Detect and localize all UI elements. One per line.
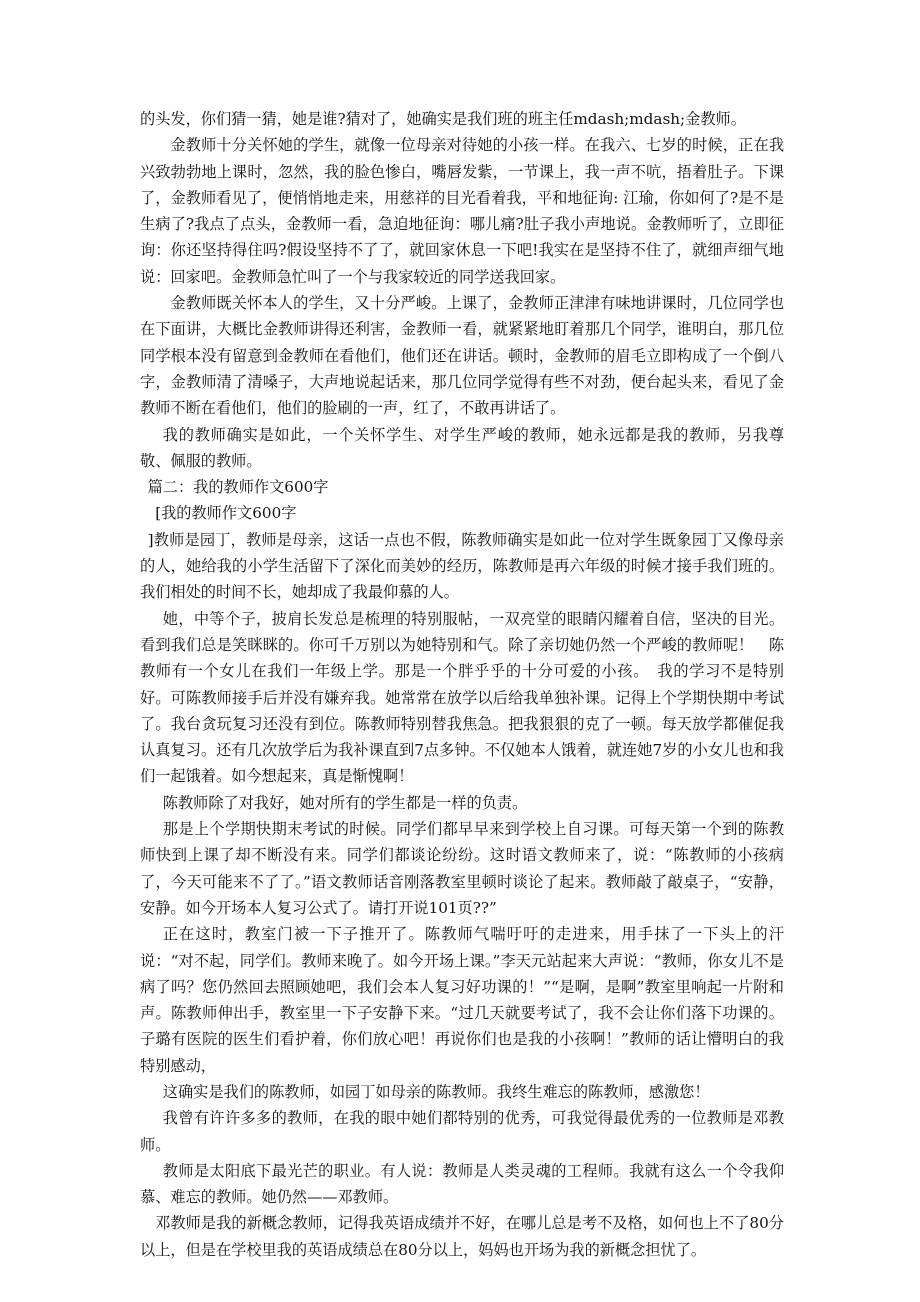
paragraph-7: 她，中等个子，披肩长发总是梳理的特别服帖，一双亮堂的眼睛闪耀着自信，坚决的目光。看到我们总是笑眯眯的。你可千万别以为她特别和气。除了亲切她仍然一个严峻的教师呢！ 陈教师有一个女儿在我们一年级上学。那是一个胖乎乎的十分可爱的小孩。 我的学习不是特别好。可陈教师接手后并没有嫌弃我。她常常在放学以后给我单独补课。记得上个学期快期中考试了。我台贪玩复习还没有到位。陈教师特别替我焦急。把我狠狠的克了一顿。每天放学都催促我认真复习。还有几次放学后为我补课直到7点多钟。不仅她本人饿着，就连她7岁的小女儿也和我们一起饿着。如今想起来，真是惭愧啊！ bbox=[140, 609, 784, 786]
paragraph-4: 我的教师确实是如此，一个关怀学生、对学生严峻的教师，她永远都是我的教师，另我尊敬、佩服的教师。 bbox=[140, 425, 784, 470]
paragraph-6: ]教师是园丁，教师是母亲，这话一点也不假，陈教师确实是如此一位对学生既象园丁又像母亲的人，她给我的小学生活留下了深化而美妙的经历，陈教师是再六年级的时候才接手我们班的。我们相处的时间不长，她却成了我最仰慕的人。 bbox=[140, 530, 784, 602]
paragraph-14: 邓教师是我的新概念教师，记得我英语成绩并不好，在哪儿总是考不及格，如何也上不了80分以上，但是在学校里我的英语成绩总在80分以上，妈妈也开场为我的新概念担忧了。 bbox=[140, 1214, 784, 1259]
paragraph-9: 那是上个学期快期末考试的时候。同学们都早早来到学校上自习课。可每天第一个到的陈教师快到上课了却不断没有来。同学们都谈论纷纷。这时语文教师来了，说：“陈教师的小孩病了，今天可能来不了了。”语文教师话音刚落教室里顿时谈论了起来。教师敲了敲桌子，“安静，安静。如今开场本人复习公式了。请打开说101页??” bbox=[140, 820, 784, 917]
paragraph-10: 正在这时，教室门被一下子推开了。陈教师气喘吁吁的走进来，用手抹了一下头上的汗说：“对不起，同学们。教师来晚了。如今开场上课。”李天元站起来大声说：“教师，你女儿不是病了吗？您仍然回去照顾她吧，我们会本人复习好功课的！”“是啊，是啊”教室里响起一片附和声。陈教师伸出手，教室里一下子安静下来。“过几天就要考试了，我不会让你们落下功课的。子璐有医院的医生们看护着，你们放心吧！再说你们也是我的小孩啊！”教师的话让懵明白的我特别感动， bbox=[140, 925, 784, 1075]
paragraph-8: 陈教师除了对我好，她对所有的学生都是一样的负责。 bbox=[162, 793, 528, 812]
paragraph-11: 这确实是我们的陈教师，如园丁如母亲的陈教师。我终生难忘的陈教师，感激您！ bbox=[162, 1082, 710, 1101]
paragraph-12: 我曾有许许多多的教师，在我的眼中她们都特别的优秀，可我觉得最优秀的一位教师是邓教师。 bbox=[140, 1109, 784, 1154]
paragraph-5: [我的教师作文600字 bbox=[155, 504, 297, 523]
paragraph-3: 金教师既关怀本人的学生，又十分严峻。上课了，金教师正津津有味地讲课时，几位同学也在下面讲，大概比金教师讲得还利害，金教师一看，就紧紧地盯着那几个同学，谁明白，那几位同学根本没有留意到金教师在看他们，他们还在讲话。顿时，金教师的眉毛立即构成了一个倒八字，金教师清了清嗓子，大声地说起话来，那几位同学觉得有些不对劲，便台起头来，看见了金教师不断在看他们，他们的脸刷的一声，红了，不敢再讲话了。 bbox=[140, 294, 784, 418]
section-heading: 篇二：我的教师作文600字 bbox=[147, 478, 329, 497]
paragraph-2: 金教师十分关怀她的学生，就像一位母亲对待她的小孩一样。在我六、七岁的时候，正在我兴致勃勃地上课时，忽然，我的脸色惨白，嘴唇发紫，一节课上，我一声不吭，捂着肚子。下课了，金教师看见了，便悄悄地走来，用慈祥的目光看着我，平和地征询: 江瑜，你如何了?是不是生病了?我点了点头，金教师一看，急迫地征询：哪儿痛?肚子我小声地说。金教师听了，立即征询：你还坚持得住吗?假设坚持不了了，就回家休息一下吧!我实在是坚持不住了，就细声细气地说：回家吧。金教师急忙叫了一个与我家较近的同学送我回家。 bbox=[140, 136, 784, 286]
document-page bbox=[140, 106, 784, 1263]
paragraph-13: 教师是太阳底下最光芒的职业。有人说：教师是人类灵魂的工程师。我就有这么一个令我仰慕、难忘的教师。她仍然——邓教师。 bbox=[140, 1161, 784, 1207]
paragraph-1: 的头发，你们猜一猜，她是谁?猜对了，她确实是我们班的班主任mdash;mdash;金教师。 bbox=[140, 110, 746, 128]
